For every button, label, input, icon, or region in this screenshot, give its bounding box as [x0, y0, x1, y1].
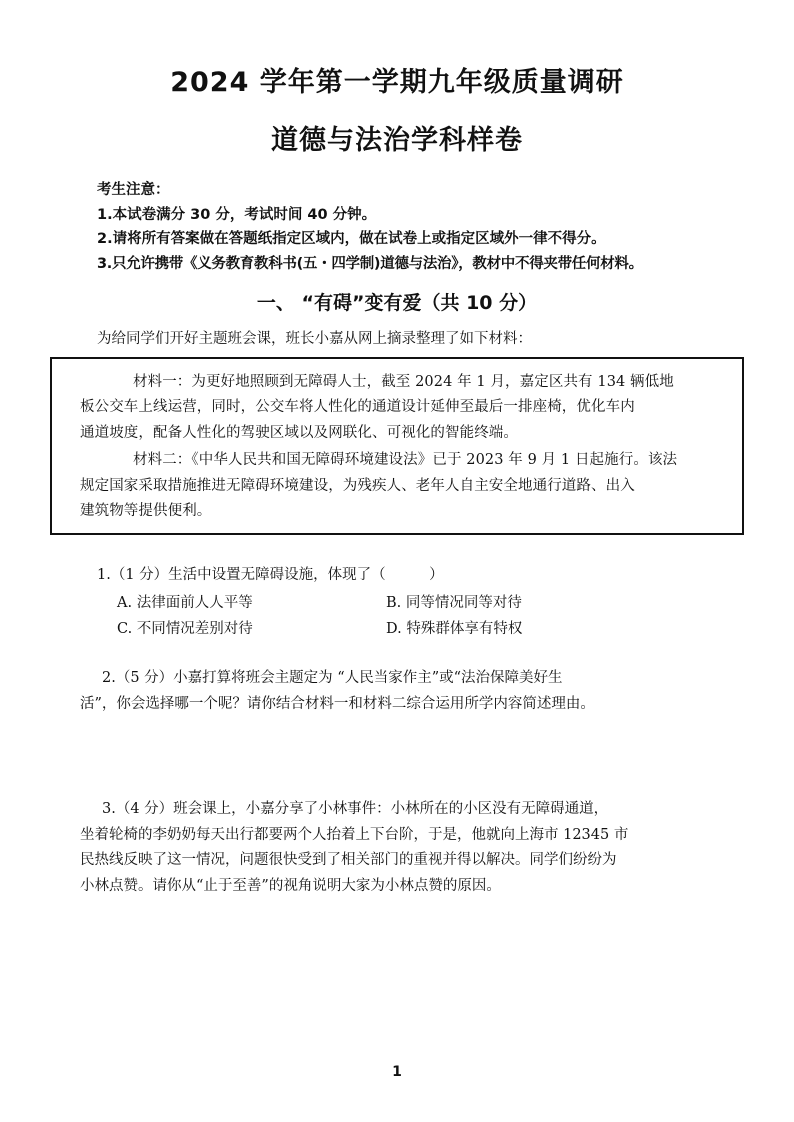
question-1-option-a: A. 法律面前人人平等: [117, 595, 253, 611]
notice-heading: 考生注意：: [97, 182, 170, 198]
question-2-line: 活”，你会选择哪一个呢？请你结合材料一和材料二综合运用所学内容简述理由。: [80, 696, 595, 712]
question-1-option-d: D. 特殊群体享有特权: [386, 621, 523, 637]
section-intro: 为给同学们开好主题班会课，班长小嘉从网上摘录整理了如下材料：: [97, 331, 532, 347]
exam-title: 2024 学年第一学期九年级质量调研: [170, 67, 624, 98]
material-two-line: 建筑物等提供便利。: [80, 503, 212, 519]
notice-item: 3.只允许携带《义务教育教科书(五・四学制)道德与法治》，教材中不得夹带任何材料。: [97, 256, 643, 272]
notice-item: 2.请将所有答案做在答题纸指定区域内，做在试卷上或指定区域外一律不得分。: [97, 231, 606, 247]
section-heading: 一、 “有碍”变有爱（共 10 分）: [256, 292, 538, 314]
question-1-option-c: C. 不同情况差别对待: [117, 621, 253, 637]
question-2-line: 2.（5 分）小嘉打算将班会主题定为 “人民当家作主”或“法治保障美好生: [102, 670, 563, 686]
material-one-line: 材料一：为更好地照顾到无障碍人士，截至 2024 年 1 月，嘉定区共有 134 辆低地: [133, 374, 674, 390]
question-3-line: 民热线反映了这一情况，问题很快受到了相关部门的重视并得以解决。同学们纷纷为: [80, 852, 617, 868]
page-number: 1: [392, 1064, 402, 1080]
question-3-line: 坐着轮椅的李奶奶每天出行都要两个人抬着上下台阶，于是，他就向上海市 12345 市: [80, 827, 629, 843]
question-3-line: 小林点赞。请你从“止于至善”的视角说明大家为小林点赞的原因。: [80, 878, 501, 894]
material-one-line: 板公交车上线运营，同时，公交车将人性化的通道设计延伸至最后一排座椅，优化车内: [80, 399, 635, 415]
exam-subtitle: 道德与法治学科样卷: [271, 125, 523, 156]
question-1-option-b: B. 同等情况同等对待: [386, 595, 522, 611]
question-3-line: 3.（4 分）班会课上，小嘉分享了小林事件：小林所在的小区没有无障碍通道，: [102, 801, 609, 817]
question-1-stem: 1.（1 分）生活中设置无障碍设施，体现了（ ）: [97, 567, 444, 583]
material-one-line: 通道坡度，配备人性化的驾驶区域以及网联化、可视化的智能终端。: [80, 425, 518, 441]
material-two-line: 材料二：《中华人民共和国无障碍环境建设法》已于 2023 年 9 月 1 日起施行。该法: [133, 452, 678, 468]
material-two-line: 规定国家采取措施推进无障碍环境建设，为残疾人、老年人自主安全地通行道路、出入: [80, 478, 635, 494]
notice-item: 1.本试卷满分 30 分，考试时间 40 分钟。: [97, 207, 377, 223]
